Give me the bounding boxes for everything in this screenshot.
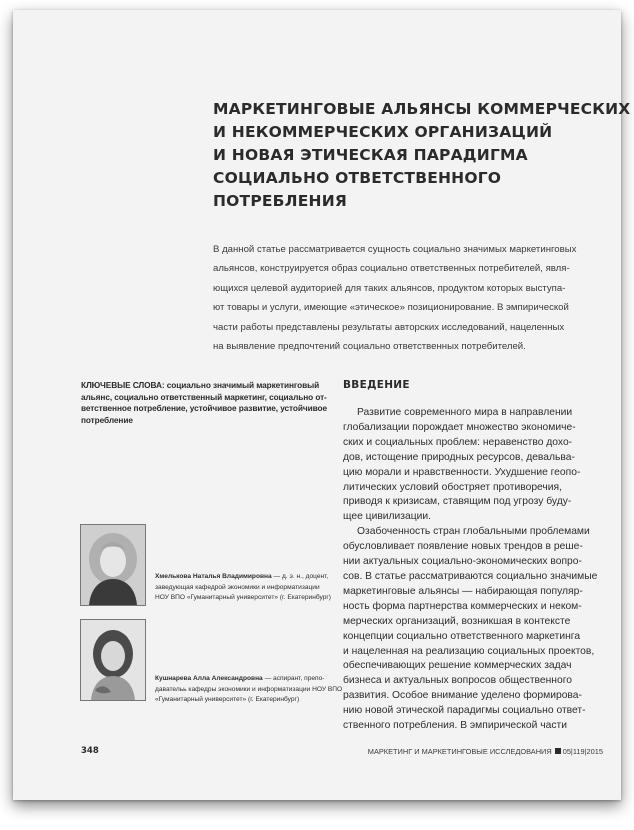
- body-line: обусловливает появление новых трендов в реше-: [343, 541, 583, 553]
- body-line: литических условий обостряет противоречия,: [343, 481, 562, 493]
- body-line: мерческих организаций, возникшая в контексте: [343, 615, 571, 627]
- abstract-line: части работы представлены результаты авторских исследований, нацеленных: [213, 321, 565, 333]
- author-title: — аспирант, препо-: [262, 675, 325, 682]
- portrait-image: [81, 620, 145, 700]
- body-line: и нацеленная на реализацию социальных проектов,: [343, 645, 595, 657]
- journal-name: МАРКЕТИНГ И МАРКЕТИНГОВЫЕ ИССЛЕДОВАНИЯ: [367, 747, 552, 756]
- body-line: щее цивилизации.: [343, 511, 432, 523]
- author-name: Кушнарева Алла Александровна: [155, 675, 263, 682]
- body-line: нию новой этической парадигмы социально ответ-: [343, 705, 586, 717]
- square-bullet-icon: [555, 748, 561, 754]
- body-line: нии актуальных социально-экономических вопро-: [343, 556, 582, 568]
- keywords-line: ветственное потребление, устойчивое развитие, устойчивое: [81, 403, 327, 413]
- body-line: бизнеса и актуальных вопросов общественного: [343, 675, 572, 687]
- keywords-line: альянс, социально ответственный маркетинг, социально от-: [81, 391, 327, 402]
- body-line: Озабоченность стран глобальными проблемами: [357, 526, 590, 538]
- journal-page: [13, 10, 631, 800]
- keywords-line: КЛЮЧЕВЫЕ СЛОВА: социально значимый маркетинговый: [81, 380, 320, 390]
- body-line: ственного потребления. В эмпирической части: [343, 720, 567, 732]
- body-line: обеспечивающих решение коммерческих задач: [343, 660, 572, 672]
- author-photo-1: [80, 524, 146, 606]
- article-body: [343, 406, 603, 734]
- body-line: маркетинговые альянсы — набирающая популяр-: [343, 585, 583, 597]
- author-name: Хмелькова Наталья Владимировна: [155, 573, 272, 580]
- author-line: давательь кафедры экономики и информатизации НОУ ВПО: [155, 685, 343, 693]
- author-photo-2: [80, 619, 146, 701]
- author-line: «Гуманитарный университет» (г. Екатеринбург): [155, 696, 300, 704]
- article-title: [213, 98, 631, 213]
- body-line: дов, истощение природных ресурсов, девальва-: [343, 451, 575, 463]
- author-title: — д. э. н., доцент,: [271, 573, 329, 580]
- body-line: глобализации порождает множество экономиче-: [343, 421, 576, 433]
- author-line: [155, 674, 335, 685]
- body-line: ность форма партнерства коммерческих и неком-: [343, 600, 582, 612]
- keywords-line: потребление: [81, 414, 133, 425]
- body-line: Развитие современного мира в направлении: [357, 407, 573, 418]
- journal-issue: 05|119|2015: [562, 747, 603, 756]
- author-info-2: [155, 674, 343, 706]
- body-line: ских и социальных проблем: неравенство дохо-: [343, 436, 573, 448]
- author-line: [155, 572, 335, 583]
- abstract-line: В данной статье рассматривается сущность социально значимых маркетинговых: [213, 244, 577, 255]
- journal-footer: [368, 747, 603, 756]
- body-line: развития. Особое внимание уделено формирова-: [343, 690, 582, 702]
- author-line: НОУ ВПО «Гуманитарный университет» (г. Екатеринбург): [155, 594, 331, 602]
- author-line: заведующая кафедрой экономики и информатизации: [155, 583, 320, 591]
- article-abstract: [213, 240, 603, 356]
- abstract-line: альянсов, конструируется образ социально ответственных потребителей, явля-: [213, 263, 570, 275]
- body-line: цию морали и нравственности. Ухудшение геопо-: [343, 466, 581, 478]
- body-line: концепции социально ответственного маркетинга: [343, 630, 581, 642]
- abstract-line: ющихся целевой аудиторией для таких альянсов, продуктом которых выступа-: [213, 282, 566, 294]
- abstract-line: ют товары и услуги, имеющие «этическое» позиционирование. В эмпирической: [213, 302, 569, 314]
- body-line: сов. В статье рассматриваются социально значимые: [343, 570, 598, 582]
- author-info-1: [155, 572, 335, 604]
- title-line: СОЦИАЛЬНО ОТВЕТСТВЕННОГО: [213, 169, 502, 187]
- title-line: МАРКЕТИНГОВЫЕ АЛЬЯНСЫ КОММЕРЧЕСКИХ: [213, 100, 631, 118]
- portrait-image: [81, 525, 145, 605]
- title-line: ПОТРЕБЛЕНИЯ: [213, 192, 348, 210]
- abstract-line: на выявление предпочтений социально ответственных потребителей.: [213, 341, 526, 353]
- body-line: приводя к кризисам, ставящим под угрозу буду-: [343, 496, 572, 508]
- page-number: 348: [81, 746, 99, 756]
- title-line: И НЕКОММЕРЧЕСКИХ ОРГАНИЗАЦИЙ: [213, 123, 553, 141]
- section-heading: ВВЕДЕНИЕ: [343, 379, 410, 391]
- title-line: И НОВАЯ ЭТИЧЕСКАЯ ПАРАДИГМА: [213, 146, 528, 164]
- keywords-block: [81, 380, 327, 426]
